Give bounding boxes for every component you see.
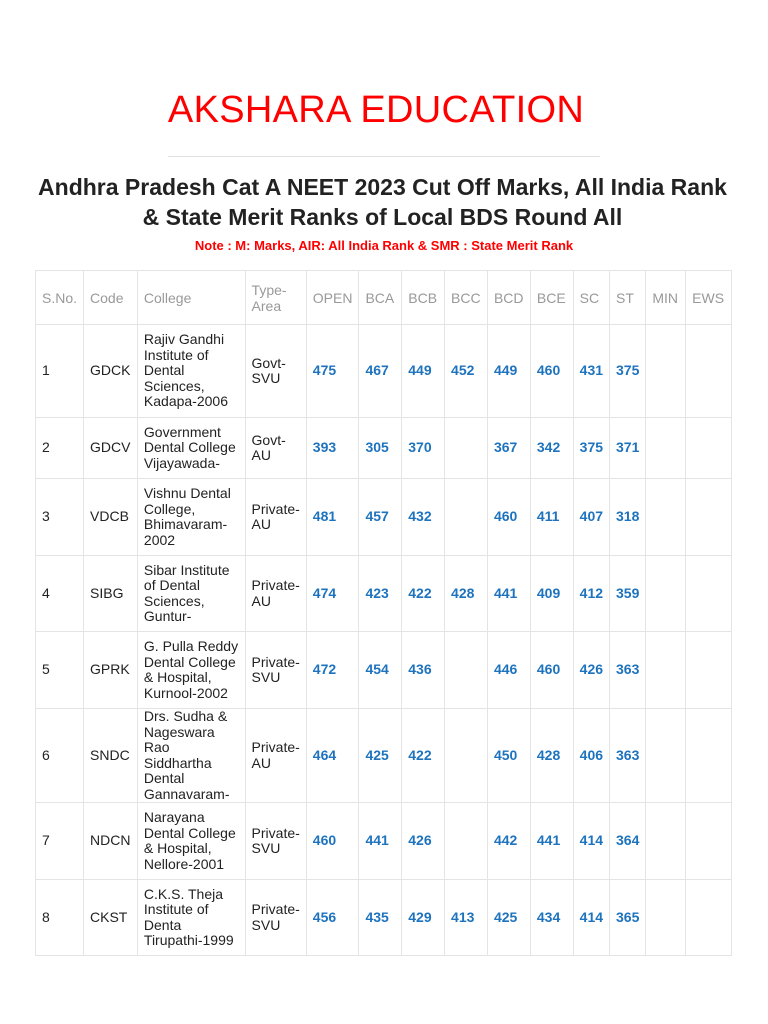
college-cell: Drs. Sudha & Nageswara Rao Siddhartha Dental Gannavaram- xyxy=(137,709,245,803)
code-cell: GDCV xyxy=(84,418,138,479)
mark-cell: 318 xyxy=(610,479,646,556)
mark-cell: 452 xyxy=(445,325,488,418)
mark-cell: 367 xyxy=(487,418,530,479)
mark-cell xyxy=(686,880,732,956)
table-header-row xyxy=(36,271,732,325)
mark-cell: 474 xyxy=(306,556,359,632)
code-cell: SIBG xyxy=(84,556,138,632)
mark-cell: 406 xyxy=(573,709,609,803)
mark-cell: 481 xyxy=(306,479,359,556)
brand-title: AKSHARA EDUCATION xyxy=(167,89,585,131)
mark-cell: 363 xyxy=(610,709,646,803)
note-text: Note : M: Marks, AIR: All India Rank & SMR : State Merit Rank xyxy=(194,238,574,253)
mark-cell xyxy=(686,709,732,803)
mark-cell xyxy=(646,880,686,956)
mark-cell: 428 xyxy=(530,709,573,803)
mark-cell: 371 xyxy=(610,418,646,479)
mark-cell xyxy=(646,632,686,709)
mark-cell: 370 xyxy=(402,418,445,479)
code-cell: VDCB xyxy=(84,479,138,556)
column-header: MIN xyxy=(646,271,686,325)
serial-cell: 8 xyxy=(36,880,84,956)
mark-cell: 423 xyxy=(359,556,402,632)
mark-cell xyxy=(646,325,686,418)
mark-cell: 365 xyxy=(610,880,646,956)
column-header: SC xyxy=(573,271,609,325)
table-row xyxy=(36,880,732,956)
serial-cell: 1 xyxy=(36,325,84,418)
mark-cell: 472 xyxy=(306,632,359,709)
code-cell: NDCN xyxy=(84,803,138,880)
type-area-cell: Private-SVU xyxy=(245,632,306,709)
mark-cell xyxy=(445,418,488,479)
column-header: BCB xyxy=(402,271,445,325)
mark-cell: 460 xyxy=(530,325,573,418)
mark-cell: 454 xyxy=(359,632,402,709)
mark-cell xyxy=(686,632,732,709)
mark-cell: 359 xyxy=(610,556,646,632)
college-cell: Rajiv Gandhi Institute of Dental Sciences, Kadapa-2006 xyxy=(137,325,245,418)
mark-cell: 464 xyxy=(306,709,359,803)
table-row xyxy=(36,556,732,632)
mark-cell: 363 xyxy=(610,632,646,709)
mark-cell: 460 xyxy=(306,803,359,880)
type-area-cell: Private-SVU xyxy=(245,803,306,880)
mark-cell xyxy=(686,803,732,880)
table-row xyxy=(36,709,732,803)
mark-cell xyxy=(445,479,488,556)
mark-cell: 375 xyxy=(610,325,646,418)
cutoff-table xyxy=(35,270,732,956)
college-cell: Vishnu Dental College, Bhimavaram-2002 xyxy=(137,479,245,556)
mark-cell: 414 xyxy=(573,803,609,880)
college-cell: C.K.S. Theja Institute of Denta Tirupathi-1999 xyxy=(137,880,245,956)
serial-cell: 3 xyxy=(36,479,84,556)
mark-cell xyxy=(445,803,488,880)
mark-cell: 449 xyxy=(487,325,530,418)
mark-cell: 475 xyxy=(306,325,359,418)
mark-cell xyxy=(686,325,732,418)
mark-cell: 412 xyxy=(573,556,609,632)
code-cell: GDCK xyxy=(84,325,138,418)
mark-cell xyxy=(445,632,488,709)
mark-cell: 425 xyxy=(359,709,402,803)
table-body xyxy=(36,325,732,956)
college-cell: Government Dental College Vijayawada- xyxy=(137,418,245,479)
mark-cell xyxy=(646,803,686,880)
mark-cell: 342 xyxy=(530,418,573,479)
mark-cell xyxy=(686,556,732,632)
mark-cell: 449 xyxy=(402,325,445,418)
mark-cell: 431 xyxy=(573,325,609,418)
mark-cell: 442 xyxy=(487,803,530,880)
mark-cell: 446 xyxy=(487,632,530,709)
mark-cell: 429 xyxy=(402,880,445,956)
column-header: BCD xyxy=(487,271,530,325)
mark-cell: 456 xyxy=(306,880,359,956)
column-header: BCC xyxy=(445,271,488,325)
table-row xyxy=(36,325,732,418)
mark-cell: 435 xyxy=(359,880,402,956)
column-header: OPEN xyxy=(306,271,359,325)
column-header: EWS xyxy=(686,271,732,325)
page-title: Andhra Pradesh Cat A NEET 2023 Cut Off Marks, All India Rank & State Merit Ranks of Local BDS Round All xyxy=(38,174,727,230)
serial-cell: 4 xyxy=(36,556,84,632)
mark-cell: 467 xyxy=(359,325,402,418)
mark-cell xyxy=(646,418,686,479)
mark-cell: 450 xyxy=(487,709,530,803)
mark-cell xyxy=(646,556,686,632)
mark-cell: 457 xyxy=(359,479,402,556)
type-area-cell: Govt-AU xyxy=(245,418,306,479)
type-area-cell: Private-SVU xyxy=(245,880,306,956)
serial-cell: 2 xyxy=(36,418,84,479)
table-row xyxy=(36,479,732,556)
table-row xyxy=(36,418,732,479)
type-area-cell: Private-AU xyxy=(245,709,306,803)
mark-cell: 364 xyxy=(610,803,646,880)
mark-cell: 441 xyxy=(487,556,530,632)
type-area-cell: Govt-SVU xyxy=(245,325,306,418)
mark-cell: 426 xyxy=(402,803,445,880)
mark-cell xyxy=(445,709,488,803)
mark-cell: 460 xyxy=(487,479,530,556)
mark-cell: 441 xyxy=(359,803,402,880)
mark-cell: 434 xyxy=(530,880,573,956)
mark-cell: 407 xyxy=(573,479,609,556)
code-cell: CKST xyxy=(84,880,138,956)
serial-cell: 6 xyxy=(36,709,84,803)
mark-cell: 428 xyxy=(445,556,488,632)
mark-cell: 305 xyxy=(359,418,402,479)
column-header: College xyxy=(137,271,245,325)
code-cell: SNDC xyxy=(84,709,138,803)
serial-cell: 7 xyxy=(36,803,84,880)
mark-cell: 425 xyxy=(487,880,530,956)
mark-cell: 375 xyxy=(573,418,609,479)
college-cell: G. Pulla Reddy Dental College & Hospital, Kurnool-2002 xyxy=(137,632,245,709)
mark-cell: 441 xyxy=(530,803,573,880)
mark-cell: 422 xyxy=(402,556,445,632)
column-header: BCA xyxy=(359,271,402,325)
code-cell: GPRK xyxy=(84,632,138,709)
table-row xyxy=(36,632,732,709)
mark-cell xyxy=(646,479,686,556)
mark-cell xyxy=(686,418,732,479)
mark-cell: 414 xyxy=(573,880,609,956)
column-header: Code xyxy=(84,271,138,325)
column-header: S.No. xyxy=(36,271,84,325)
college-cell: Narayana Dental College & Hospital, Nellore-2001 xyxy=(137,803,245,880)
mark-cell: 422 xyxy=(402,709,445,803)
mark-cell: 411 xyxy=(530,479,573,556)
type-area-cell: Private-AU xyxy=(245,479,306,556)
mark-cell: 393 xyxy=(306,418,359,479)
column-header: ST xyxy=(610,271,646,325)
mark-cell: 460 xyxy=(530,632,573,709)
mark-cell: 432 xyxy=(402,479,445,556)
mark-cell: 413 xyxy=(445,880,488,956)
mark-cell: 426 xyxy=(573,632,609,709)
table-row xyxy=(36,803,732,880)
column-header: BCE xyxy=(530,271,573,325)
column-header: Type-Area xyxy=(245,271,306,325)
mark-cell xyxy=(646,709,686,803)
mark-cell xyxy=(686,479,732,556)
college-cell: Sibar Institute of Dental Sciences, Guntur- xyxy=(137,556,245,632)
mark-cell: 436 xyxy=(402,632,445,709)
mark-cell: 409 xyxy=(530,556,573,632)
type-area-cell: Private-AU xyxy=(245,556,306,632)
serial-cell: 5 xyxy=(36,632,84,709)
